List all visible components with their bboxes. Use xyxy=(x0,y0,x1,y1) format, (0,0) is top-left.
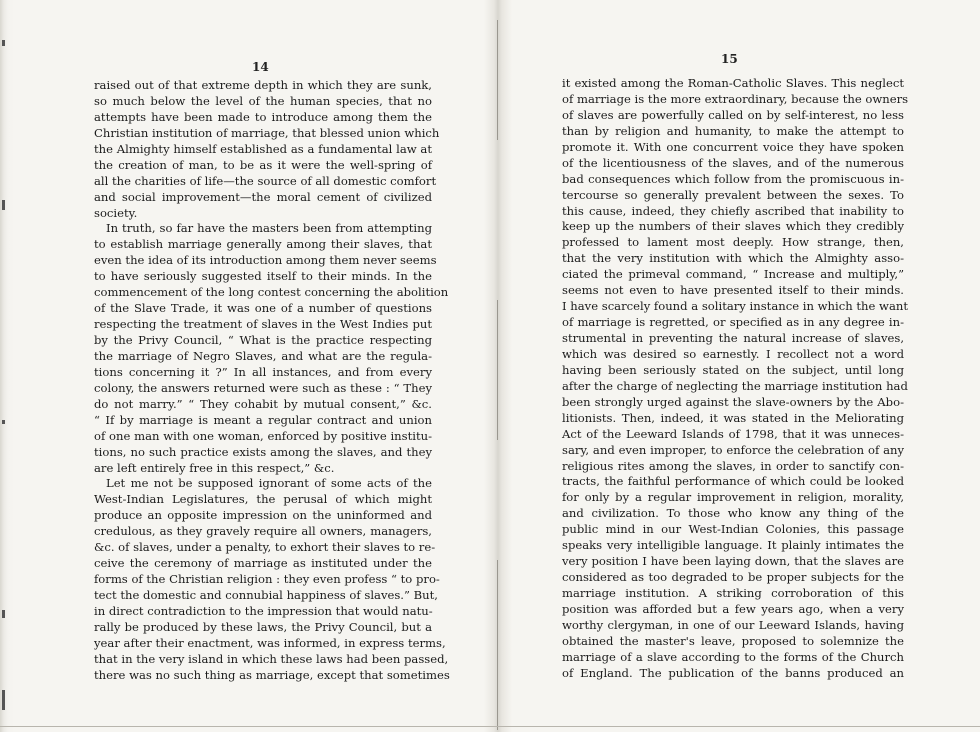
text-line: very position I have been laying down, that the slaves are xyxy=(562,554,904,569)
text-line: to have seriously suggested itself to their minds. In the xyxy=(94,269,432,284)
text-line: marriage institution. A striking corroboration of this xyxy=(562,586,904,600)
text-line: than by religion and humanity, to make the attempt to xyxy=(562,123,904,138)
text-line: having been seriously stated on the subject, until long xyxy=(562,362,904,377)
text-line: of the licentiousness of the slaves, and of the numerous xyxy=(562,155,904,170)
text-line: the Almighty himself established as a fundamental law at xyxy=(94,141,432,156)
text-line: year after their enactment, was informed, in express terms, xyxy=(94,635,446,650)
left-page-text xyxy=(94,78,450,684)
text-line: professed to lament most deeply. How strange, then, xyxy=(562,235,904,250)
text-line: ceive the ceremony of marriage as instituted under the xyxy=(94,556,432,571)
text-line: respecting the treatment of slaves in the West Indies put xyxy=(94,317,432,332)
text-line: so much below the level of the human species, that no xyxy=(94,93,432,108)
text-line: all the charities of life—the source of all domestic comfort xyxy=(94,173,437,188)
text-line: tercourse so generally prevalent between the sexes. To xyxy=(562,187,904,202)
text-line: speaks very intelligible language. It plainly intimates the xyxy=(562,538,904,553)
text-line: society. xyxy=(94,205,138,220)
text-line: it existed among the Roman-Catholic Slaves. This neglect xyxy=(562,76,904,90)
bottom-edge xyxy=(0,726,980,727)
text-line: bad consequences which follow from the promiscuous in- xyxy=(562,171,904,186)
text-line: do not marry.” “ They cohabit by mutual consent,” &c. xyxy=(94,396,432,411)
text-line: commencement of the long contest concerning the abolition xyxy=(94,285,449,300)
text-line: which was desired so earnestly. I recollect not a word xyxy=(562,346,904,361)
text-line: of one man with one woman, enforced by positive institu- xyxy=(94,428,432,443)
text-line: colony, the answers returned were such as these : “ They xyxy=(94,380,432,395)
book-gutter xyxy=(484,0,512,732)
text-line: strumental in preventing the natural increase of slaves, xyxy=(562,331,904,345)
left-page-edge xyxy=(0,0,14,732)
text-line: tracts, the faithful performance of which could be looked xyxy=(562,474,904,489)
text-line: this cause, indeed, they chiefly ascribed that inability to xyxy=(562,203,904,218)
text-line: public mind in our West-Indian Colonies, this passage xyxy=(562,522,904,537)
text-line: Let me not be supposed ignorant of some acts of the xyxy=(106,476,432,491)
text-line: religious rites among the slaves, in order to sanctify con- xyxy=(562,458,904,473)
text-line: there was no such thing as marriage, except that sometimes xyxy=(94,667,450,682)
text-line: tions concerning it ?” In all instances, and from every xyxy=(94,364,432,379)
text-line: in direct contradiction to the impression that would natu- xyxy=(94,603,433,618)
text-line: “ If by marriage is meant a regular contract and union xyxy=(94,412,432,427)
text-line: promote it. With one concurrent voice they have spoken xyxy=(562,139,904,154)
text-line: forms of the Christian religion : they even profess “ to pro- xyxy=(94,572,440,587)
text-line: and civilization. To those who know any thing of the xyxy=(562,506,904,521)
text-line: ciated the primeval command, “ Increase and multiply,” xyxy=(562,267,904,282)
text-line: Act of the Leeward Islands of 1798, that it was unneces- xyxy=(562,426,904,441)
text-line: rally be produced by these laws, the Privy Council, but a xyxy=(94,619,432,634)
text-line: tions, no such practice exists among the slaves, and they xyxy=(94,444,432,459)
right-page-text xyxy=(562,76,909,682)
text-line: litionists. Then, indeed, it was stated in the Meliorating xyxy=(562,410,904,425)
text-line: worthy clergyman, in one of our Leeward Islands, having xyxy=(562,617,904,632)
text-line: and social improvement—the moral cement of civilized xyxy=(94,189,432,204)
text-line: of England. The publication of the banns produced an xyxy=(562,665,904,680)
text-line: West-Indian Legislatures, the perusal of which might xyxy=(94,492,432,507)
left-page-number: 14 xyxy=(252,60,269,74)
text-line: that the very institution with which the Almighty asso- xyxy=(562,251,904,266)
text-line: of marriage is regretted, or specified as in any degree in- xyxy=(562,315,904,330)
text-line: position was afforded but a few years ago, when a very xyxy=(562,601,904,616)
right-page-number: 15 xyxy=(721,52,738,66)
text-line: after the charge of neglecting the marriage institution had xyxy=(562,378,908,393)
text-line: produce an opposite impression on the uninformed and xyxy=(94,508,432,523)
text-line: for only by a regular improvement in religion, morality, xyxy=(562,490,904,505)
text-line: In truth, so far have the masters been from attempting xyxy=(106,221,432,236)
text-line: raised out of that extreme depth in which they are sunk, xyxy=(94,78,432,92)
text-line: &c. of slaves, under a penalty, to exhort their slaves to re- xyxy=(94,540,436,555)
text-line: obtained the master's leave, proposed to solemnize the xyxy=(562,633,904,648)
text-line: tect the domestic and connubial happiness of slaves.” But, xyxy=(94,588,438,602)
text-line: that in the very island in which these laws had been passed, xyxy=(94,651,449,666)
text-line: the marriage of Negro Slaves, and what are the regula- xyxy=(94,348,432,363)
text-line: of marriage is the more extraordinary, because the owners xyxy=(562,91,909,106)
text-line: keep up the numbers of their slaves which they credibly xyxy=(562,219,904,234)
text-line: of slaves are powerfully called on by self-interest, no less xyxy=(562,107,904,122)
text-line: marriage of a slave according to the forms of the Church xyxy=(562,649,904,664)
text-line: been strongly urged against the slave-owners by the Abo- xyxy=(562,394,904,409)
text-line: are left entirely free in this respect,” &c. xyxy=(94,460,335,475)
text-line: by the Privy Council, “ What is the practice respecting xyxy=(94,333,432,347)
text-line: considered as too degraded to be proper subjects for the xyxy=(562,570,904,585)
text-line: to establish marriage generally among their slaves, that xyxy=(94,237,432,252)
text-line: seems not even to have presented itself to their minds. xyxy=(562,283,904,298)
text-line: the creation of man, to be as it were the well-spring of xyxy=(94,157,432,172)
text-line: Christian institution of marriage, that blessed union which xyxy=(94,125,440,140)
text-line: sary, and even improper, to enforce the celebration of any xyxy=(562,442,904,457)
text-line: credulous, as they gravely require all owners, managers, xyxy=(94,524,432,539)
text-line: attempts have been made to introduce among them the xyxy=(94,109,432,124)
text-line: I have scarcely found a solitary instance in which the want xyxy=(562,299,908,314)
text-line: even the idea of its introduction among them never seems xyxy=(94,253,437,268)
text-line: of the Slave Trade, it was one of a number of questions xyxy=(94,301,432,316)
